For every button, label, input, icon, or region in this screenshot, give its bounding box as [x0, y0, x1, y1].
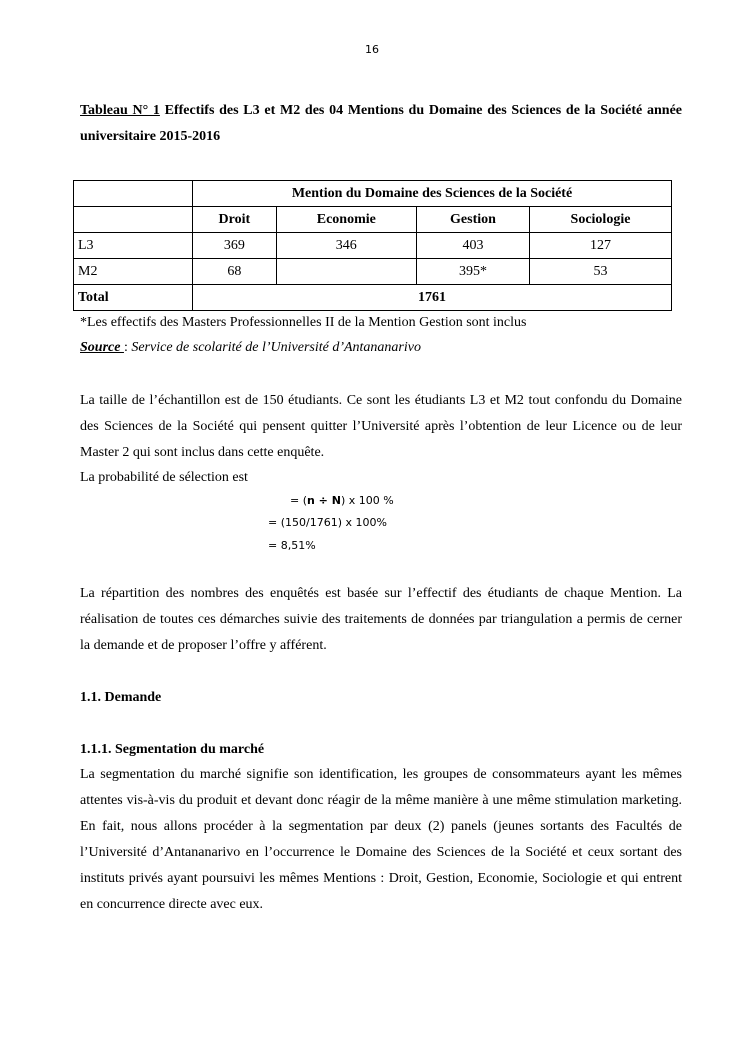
table-cell: 53 — [530, 259, 672, 285]
subsection-heading: 1.1.1. Segmentation du marché — [80, 742, 265, 757]
row-label: M2 — [74, 259, 193, 285]
table-row — [74, 233, 672, 259]
total-label: Total — [74, 285, 193, 311]
source-text: Service de scolarité de l’Université d’Antananarivo — [131, 340, 421, 355]
equation-formula: n ÷ N — [307, 494, 341, 507]
table-cell: 403 — [416, 233, 529, 259]
table-cell — [74, 181, 193, 207]
section-heading: 1.1. Demande — [80, 690, 162, 705]
table-row — [74, 181, 672, 207]
paragraph-distribution: La répartition des nombres des enquêtés est basée sur l’effectif des étudiants de chaque Mention. La réalisation de toutes ces démarches suivie des traitements de données par triangulation a permis de cerner la demande et de proposer l’offre y afférent. — [80, 586, 682, 653]
table-cell: 346 — [276, 233, 416, 259]
source-line: Source : Service de scolarité de l’Université d’Antananarivo — [80, 340, 421, 355]
probability-intro: La probabilité de sélection est — [80, 470, 248, 485]
group-header: Mention du Domaine des Sciences de la Société — [193, 181, 672, 207]
enrollment-table — [73, 180, 672, 311]
caption-label: Tableau N° 1 — [80, 103, 160, 118]
column-header: Droit — [193, 207, 277, 233]
page-number: 16 — [365, 43, 379, 56]
source-label: Source — [80, 340, 124, 355]
table-note: *Les effectifs des Masters Professionnelles II de la Mention Gestion sont inclus — [80, 315, 527, 330]
table-row — [74, 285, 672, 311]
table-cell: 127 — [530, 233, 672, 259]
table-row — [74, 207, 672, 233]
total-value: 1761 — [193, 285, 672, 311]
column-header: Sociologie — [530, 207, 672, 233]
equation-line-3: = 8,51% — [268, 539, 316, 552]
table-cell — [74, 207, 193, 233]
table-caption — [80, 98, 682, 150]
table-cell: 369 — [193, 233, 277, 259]
equation-line-2: = (150/1761) x 100% — [268, 516, 387, 529]
paragraph-sample-size: La taille de l’échantillon est de 150 étudiants. Ce sont les étudiants L3 et M2 tout confondu du Domaine des Sciences de la Société qui pensent quitter l’Université après l’obtention de leur Licence ou de leur Master 2 qui sont inclus dans cette enquête. — [80, 393, 682, 460]
table-cell — [276, 259, 416, 285]
column-header: Economie — [276, 207, 416, 233]
equation-line-1: = (n ÷ N) x 100 % — [290, 494, 394, 507]
column-header: Gestion — [416, 207, 529, 233]
caption-text: Effectifs des L3 et M2 des 04 Mentions du Domaine des Sciences de la Société année universitaire 2015-2016 — [80, 103, 682, 144]
paragraph-segmentation: La segmentation du marché signifie son identification, les groupes de consommateurs ayant les mêmes attentes vis-à-vis du produit et devant donc réagir de la même manière à une même stimulation marketing. En fait, nous allons procéder à la segmentation par deux (2) panels (jeunes sortants des Facultés de l’Université d’Antananarivo en l’occurrence le Domaine des Sciences de la Société et ceux sortant des instituts privés ayant poursuivi les mêmes Mentions : Droit, Gestion, Economie, Sociologie et qui entrent en concurrence directe avec eux. — [80, 767, 682, 912]
table-cell: 395* — [416, 259, 529, 285]
table-row — [74, 259, 672, 285]
row-label: L3 — [74, 233, 193, 259]
table-cell: 68 — [193, 259, 277, 285]
